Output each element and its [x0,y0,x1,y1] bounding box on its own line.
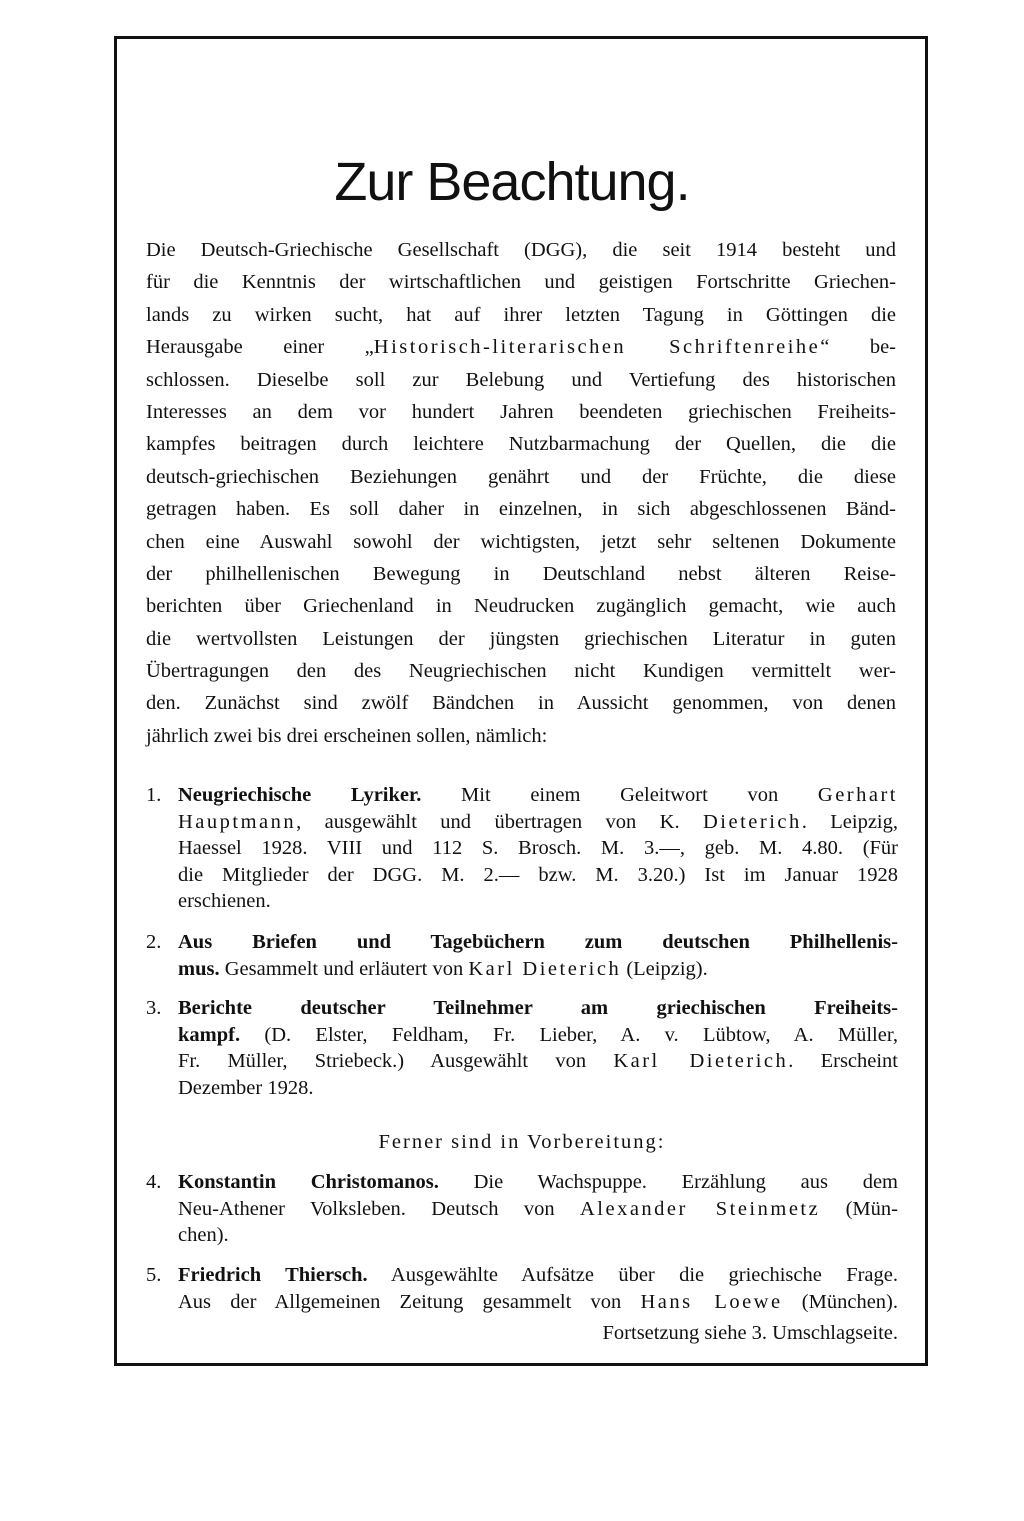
item-line [178,1169,898,1196]
item-text-part: Die Wachspuppe. Erzählung aus dem [438,1171,898,1193]
intro-line: den. Zunächst sind zwölf Bändchen in Aussicht genommen, von denen [146,692,896,715]
section-subheading: Ferner sind in Vorbereitung: [378,1131,666,1153]
author-name: Karl Dieterich [613,1050,789,1072]
intro-line: schlossen. Dieselbe soll zur Belebung und Vertiefung des historischen [146,368,896,391]
item-text-part: Gesammelt und erläutert von [219,957,469,980]
item-title: Aus Briefen und Tagebüchern zum deutschen Philhellenis- [178,931,898,953]
item-title: mus. [178,957,220,980]
author-name: Dieterich [702,810,802,833]
item-line: chen). [178,1224,229,1246]
item-title: Friedrich Thiersch. [178,1264,368,1286]
intro-line: getragen haben. Es soll daher in einzelnen, in sich abgeschlossenen Bänd- [146,498,896,521]
intro-line: lands zu wirken sucht, hat auf ihrer letzten Tagung in Göttingen die [146,303,896,326]
continuation-note: Fortsetzung siehe 3. Umschlagseite. [602,1322,898,1344]
intro-line: kampfes beitragen durch leichtere Nutzbarmachung der Quellen, die die [146,433,896,456]
item-text-part: (Leipzig). [621,957,708,980]
item-number: 1. [146,784,162,806]
item-title: kampf. [178,1023,241,1046]
item-line [178,995,898,1022]
intro-line: Interesses an dem vor hundert Jahren beendeten griechischen Freiheits- [146,400,896,423]
intro-line: für die Kenntnis der wirtschaftlichen und geistigen Fortschritte Griechen- [146,271,896,294]
series-name: Historisch-literarischen Schriftenreihe [373,336,821,359]
item-text-part: Mit einem Geleitwort von [421,784,818,806]
item-text [178,782,898,915]
author-name: Hauptmann [178,810,297,833]
intro-paragraph [146,234,896,752]
item-text [178,1262,898,1315]
item-line [178,956,898,983]
item-text [178,995,898,1101]
page-title: Zur Beachtung. [334,152,690,212]
intro-line: Übertragungen den des Neugriechischen nicht Kundigen vermittelt wer- [146,660,896,683]
item-text-part: Aus der Allgemeinen Zeitung gesammelt von [178,1290,641,1313]
item-title: Konstantin Christomanos. [178,1171,439,1193]
intro-line: jährlich zwei bis drei erscheinen sollen, nämlich: [146,724,548,747]
author-name: Alexander Steinmetz [579,1197,821,1220]
intro-text: “ be- [820,336,897,359]
intro-line: Die Deutsch-Griechische Gesellschaft (DGG), die seit 1914 besteht und [146,239,896,261]
item-line: erschienen. [178,890,271,912]
item-text-part: (München). [782,1290,898,1313]
item-line [178,1196,898,1223]
item-line [178,809,898,836]
author-name: Hans Loewe [640,1290,783,1313]
item-number: 5. [146,1264,162,1286]
item-number: 2. [146,931,162,953]
item-line: die Mitglieder der DGG. M. 2.— bzw. M. 3.20.) Ist im Januar 1928 [178,863,898,886]
item-text-part: . Erscheint [788,1050,899,1072]
item-text-part: Fr. Müller, Striebeck.) Ausgewählt von [178,1050,614,1072]
item-line [178,1289,898,1316]
item-number: 3. [146,997,162,1019]
item-text-part: Ausgewählte Aufsätze über die griechische Frage. [367,1264,898,1286]
item-line [178,929,898,956]
item-text [178,1169,898,1249]
author-name: Gerhart [817,784,899,806]
item-line [178,1262,898,1289]
item-line [178,782,898,809]
intro-line: die wertvollsten Leistungen der jüngsten griechischen Literatur in guten [146,627,896,650]
item-text-part: (Mün- [820,1197,898,1220]
item-line [178,1022,898,1049]
item-text [178,929,898,982]
item-text-part: (D. Elster, Feldham, Fr. Lieber, A. v. Lübtow, A. Müller, [240,1023,898,1046]
intro-line: berichten über Griechenland in Neudrucken zugänglich gemacht, wie auch [146,595,896,618]
item-text-part: . Leipzig, [801,810,898,833]
item-number: 4. [146,1171,162,1193]
intro-line: chen eine Auswahl sowohl der wichtigsten, jetzt sehr seltenen Dokumente [146,530,896,553]
intro-line: der philhellenischen Bewegung in Deutschland nebst älteren Reise- [146,562,896,585]
item-title: Berichte deutscher Teilnehmer am griechischen Freiheits- [178,997,898,1019]
intro-line: deutsch-griechischen Beziehungen genährt und der Früchte, die diese [146,465,896,488]
item-line: Dezember 1928. [178,1076,314,1099]
item-text-part: Neu-Athener Volksleben. Deutsch von [178,1197,580,1220]
item-text-part: , ausgewählt und übertragen von K. [296,810,703,833]
intro-line [146,331,896,363]
item-line: Haessel 1928. VIII und 112 S. Brosch. M. 3.—, geb. M. 4.80. (Für [178,837,898,859]
intro-text: Herausgabe einer „ [146,336,374,359]
author-name: Karl Dieterich [468,957,622,980]
item-title: Neugriechische Lyriker. [178,784,422,806]
item-line [178,1048,898,1075]
